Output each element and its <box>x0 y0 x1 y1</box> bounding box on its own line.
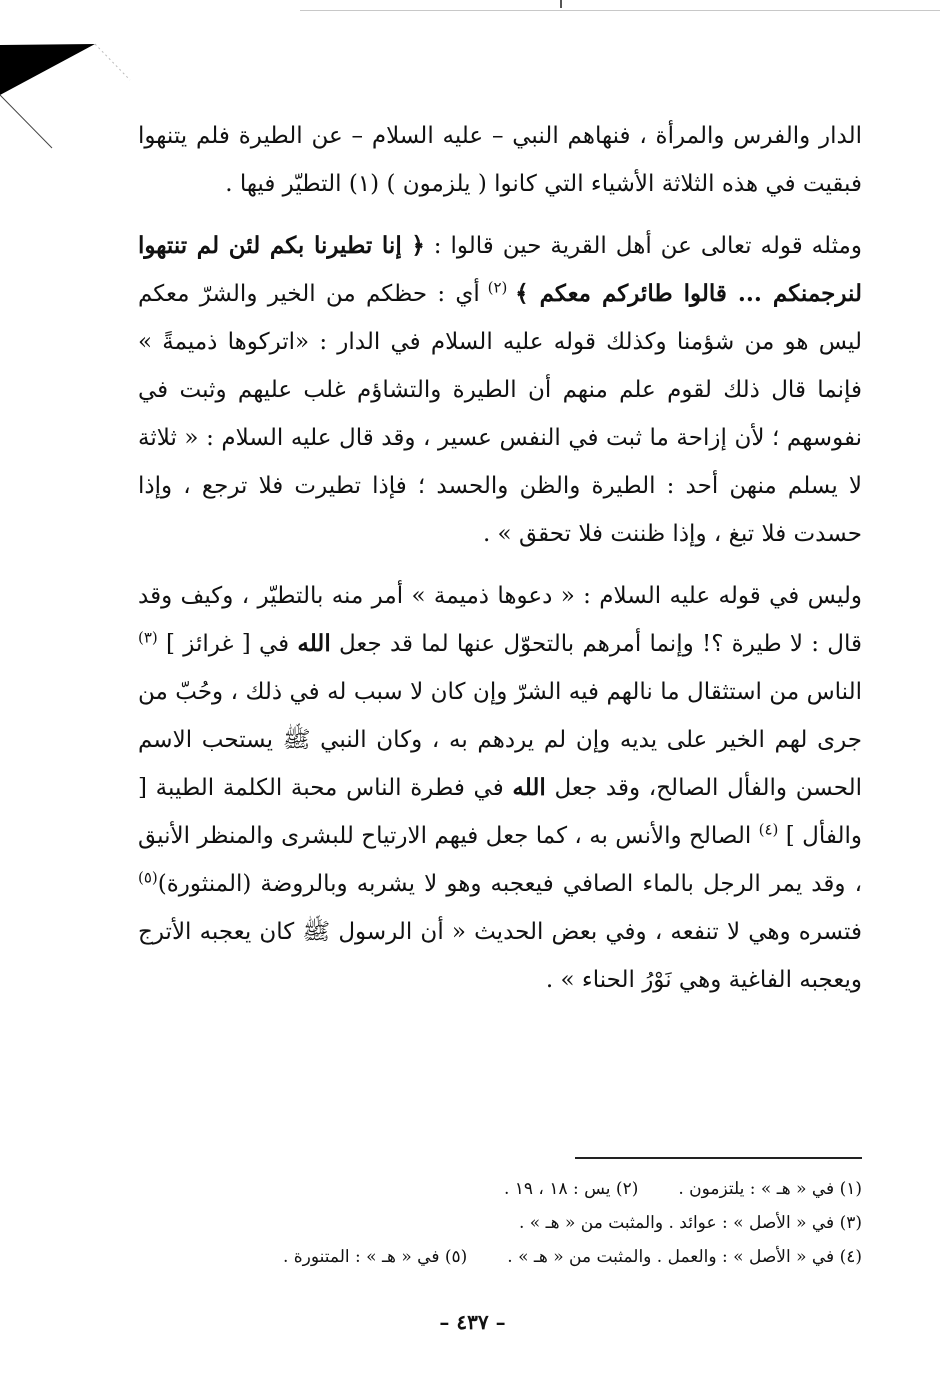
footnote-ref-3: (٣) <box>138 628 158 647</box>
footnote-separator <box>575 1157 862 1159</box>
paragraph-3-part-d: في فطرة الناس محبة الكلمة الطيبة [ والفأل ] <box>138 775 862 849</box>
footnote-4: (٤) في « الأصل » : والعمل . والمثبت من « هـ » . <box>507 1247 862 1267</box>
quran-verse: ﴿ إنا تطيرنا بكم لئن لم تنتهوا لنرجمنكم ... قالوا طائركم معكم ﴾ <box>138 232 863 307</box>
divine-name-2: الله <box>512 774 546 801</box>
footnote-ref-5: (٥) <box>138 868 158 887</box>
page-number: – ٤٣٧ – <box>439 1310 506 1334</box>
scan-border-line <box>300 10 940 11</box>
paragraph-2-intro: ومثله قوله تعالى عن أهل القرية حين قالوا : <box>424 233 862 259</box>
scan-border-tick <box>560 0 562 8</box>
paragraph-3-part-c: الناس من استثقال ما نالهم فيه الشرّ وإن كان لا سبب له في ذلك ، وحُبّ من جرى لهم الخير على يديه وإن لم يردهم به ، وكان النبي ﷺ يستحب الاسم الحسن والفأل الصالح، وقد جعل <box>138 679 862 801</box>
paragraph-3-part-b: في [ غرائز ] <box>157 631 298 657</box>
footnote-ref-2: (٢) <box>479 278 516 297</box>
footnote-ref-4: (٤) <box>758 820 779 839</box>
footnote-line-2 <box>138 1206 862 1240</box>
footnotes <box>138 1172 862 1274</box>
paragraph-2 <box>138 222 862 558</box>
paragraph-1 <box>138 112 862 208</box>
divine-name-1: الله <box>297 630 331 657</box>
footnote-5: (٥) في « هـ » : المتنورة . <box>282 1247 468 1267</box>
scan-corner-mark <box>0 0 140 160</box>
paragraph-1-text: الدار والفرس والمرأة ، فنهاهم النبي – عليه السلام – عن الطيرة فلم يتنهوا فبقيت في هذه الثلاثة الأشياء التي كانوا ( يلزمون ) (١) التطيّر فيها . <box>138 123 862 197</box>
footnote-2: (٢) يس : ١٨ ، ١٩ . <box>503 1179 639 1199</box>
footnote-1: (١) في « هـ » : يلتزمون . <box>678 1179 862 1199</box>
footnote-3: (٣) في « الأصل » : عوائد . والمثبت من « هـ » . <box>518 1213 862 1233</box>
paragraph-3-part-a: وليس في قوله عليه السلام : « دعوها ذميمة » أمر منه بالتطيّر ، وكيف وقد قال : لا طيرة ؟! وإنما أمرهم بالتحوّل عنها لما قد جعل <box>138 583 862 657</box>
footnote-line-1 <box>138 1172 862 1206</box>
paragraph-2-rest: أي : حظكم من الخير والشرّ معكم ليس هو من شؤمنا وكذلك قوله عليه السلام في الدار : «اتركوها ذميمةً » فإنما قال ذلك لقوم علم منهم أن الطيرة والتشاؤم غلب عليهم وثبت في نفوسهم ؛ لأن إزاحة ما ثبت في النفس عسير ، وقد قال عليه السلام : « ثلاثة لا يسلم منهن أحد : الطيرة والظن والحسد ؛ فإذا تطيرت فلا ترجع ، وإذا حسدت فلا تبغ ، وإذا ظننت فلا تحقق » . <box>138 281 863 547</box>
paragraph-3-part-e: الصالح والأنس به ، كما جعل فيهم الارتياح للبشرى والمنظر الأنيق ، وقد يمر الرجل بالماء الصافي فيعجبه وهو لا يشربه وبالروضة (المنثورة) <box>138 823 862 897</box>
footnote-line-3 <box>138 1240 862 1274</box>
paragraph-3-part-f: فتسره وهي لا تنفعه ، وفي بعض الحديث « أن الرسول ﷺ كان يعجبه الأترج ويعجبه الفاغية وهي نَوْرُ الحناء » . <box>138 919 862 993</box>
main-text <box>138 112 862 1004</box>
paragraph-3 <box>138 572 862 1004</box>
